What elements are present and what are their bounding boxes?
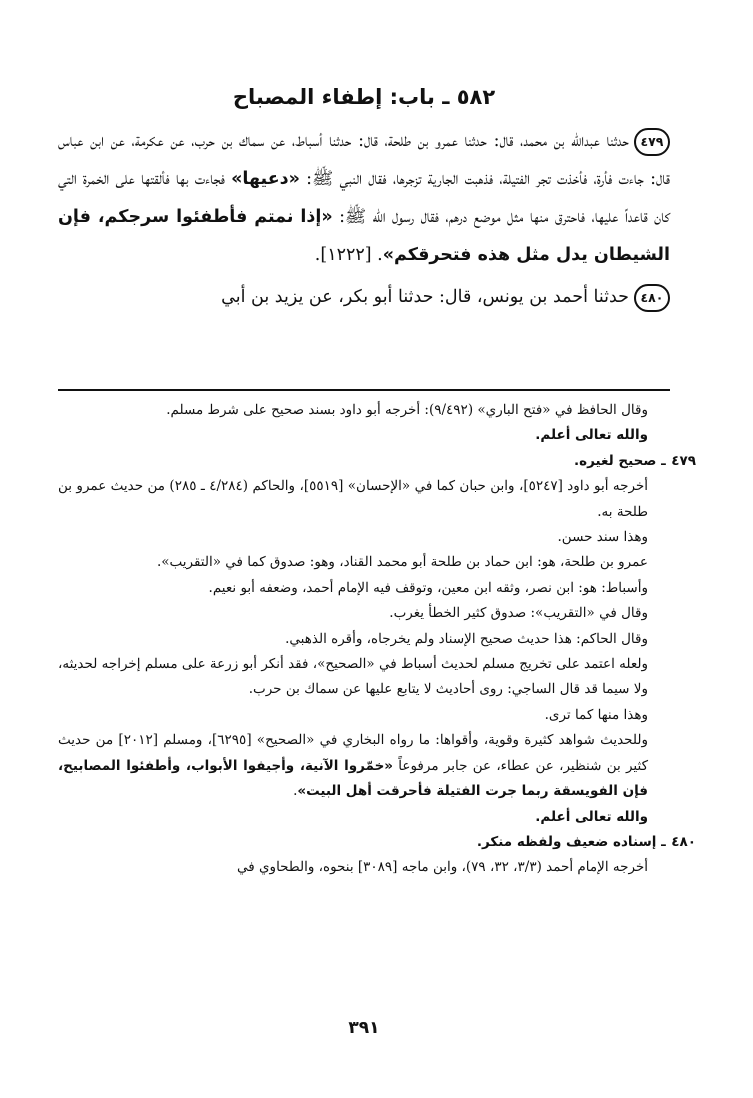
- footnote-line: أخرجه الإمام أحمد (٣/٣، ٣٢، ٧٩)، وابن ماجه [٣٠٨٩] بنحوه، والطحاوي في: [236, 859, 648, 876]
- hadith-number-badge: ٤٨٠: [634, 284, 670, 312]
- book-page: [58, 0, 696, 1098]
- hadith-text: حدثنا عبدالله بن محمد، قال: حدثنا عمرو بن طلحة، قال: حدثنا أسباط، عن سماك بن حرب، عن عكرمة، عن ابن عباس قال: جاءت فأرة، فأخذت تجر الفتيلة، فذهبت الجارية تزجرها، فقال النبي ﷺ:: [58, 131, 670, 189]
- footnote-line: ولعله اعتمد على تخريج مسلم لحديث أسباط في «الصحيح»، فقد أنكر أبو زرعة على مسلم إخراجه لحديثه، ولا سيما قد قال الساجي: روى أحاديث لا يتابع عليها عن سماك بن حرب.: [58, 656, 648, 698]
- footnote-line: عمرو بن طلحة، هو: ابن حماد بن طلحة أبو محمد القناد، وهو: صدوق كما في «التقريب».: [156, 554, 648, 571]
- footnote-closing: والله تعالى أعلم.: [535, 427, 648, 444]
- footnote-line: وقال الحاكم: هذا حديث صحيح الإسناد ولم يخرجاه، وأقره الذهبي.: [285, 630, 648, 647]
- hadith-479: [58, 122, 670, 274]
- footnote-continuation: وقال الحافظ في «فتح الباري» (٩/٤٩٢): أخرجه أبو داود بسند صحيح على شرط مسلم.: [166, 402, 648, 418]
- footnote-line: أخرجه أبو داود [٥٢٤٧]، وابن حبان كما في «الإحسان» [٥٥١٩]، والحاكم (٤/٢٨٤ ـ ٢٨٥) من حديث عمرو بن طلحة به.: [58, 478, 648, 520]
- footnote-number: ٤٧٩: [671, 452, 696, 469]
- footnote-grade: ـ إسناده ضعيف ولفظه منكر.: [476, 833, 666, 850]
- footnote-line: وهذا منها كما ترى.: [544, 706, 648, 723]
- footnote-separator: [58, 389, 670, 391]
- footnote-closing: والله تعالى أعلم.: [535, 808, 648, 825]
- chapter-heading: ٥٨٢ ـ باب: إطفاء المصباح: [232, 85, 496, 109]
- hadith-number-badge: ٤٧٩: [634, 128, 670, 156]
- footnote-line: وأسباط: هو: ابن نصر، وثقه ابن معين، وتوقف فيه الإمام أحمد، وضعفه أبو نعيم.: [208, 579, 648, 596]
- hadith-480: [58, 278, 670, 316]
- footnote-479-header: [58, 449, 696, 474]
- footnote-quote: «خمّروا الآنية، وأجيفوا الأبواب، وأطفئوا المصابيح، فإن الفويسقة ربما جرت الفتيلة فأحرقت أهل البيت»: [58, 757, 648, 800]
- footnote-grade: ـ صحيح لغيره.: [573, 452, 666, 469]
- footnote-text: .: [293, 783, 298, 800]
- hadith-quote: «إذا نمتم فأطفئوا سرجكم، فإن الشيطان يدل مثل هذه فتحرقكم»: [58, 207, 670, 265]
- footnote-line: وهذا سند حسن.: [557, 529, 648, 546]
- footnote-number: ٤٨٠: [671, 833, 696, 850]
- hadith-text: فجاءت بها فألقتها على الخمرة التي كان قاعداً عليها، فاحترق منها مثل موضع درهم، فقال رسول الله ﷺ:: [58, 169, 670, 227]
- hadith-text: حدثنا أحمد بن يونس، قال: حدثنا أبو بكر، عن يزيد بن أبي: [221, 287, 629, 307]
- footnotes: [58, 398, 696, 881]
- footnote-line: وقال في «التقريب»: صدوق كثير الخطأ يغرب.: [389, 605, 648, 622]
- footnote-text: وللحديث شواهد كثيرة وقوية، وأقواها: ما رواه البخاري في «الصحيح» [٦٢٩٥]، ومسلم [٢٠١٢] من حديث كثير بن شنظير، عن عطاء، عن جابر مرفوعاً: [58, 732, 649, 774]
- hadith-quote: «دعيها»: [231, 169, 300, 189]
- page-number: ٣٩١: [348, 1018, 380, 1038]
- hadith-reference: . [١٢٢٢].: [314, 245, 383, 265]
- footnote-480-header: [58, 830, 696, 855]
- footnote-line: [58, 728, 670, 804]
- main-text: [58, 122, 670, 316]
